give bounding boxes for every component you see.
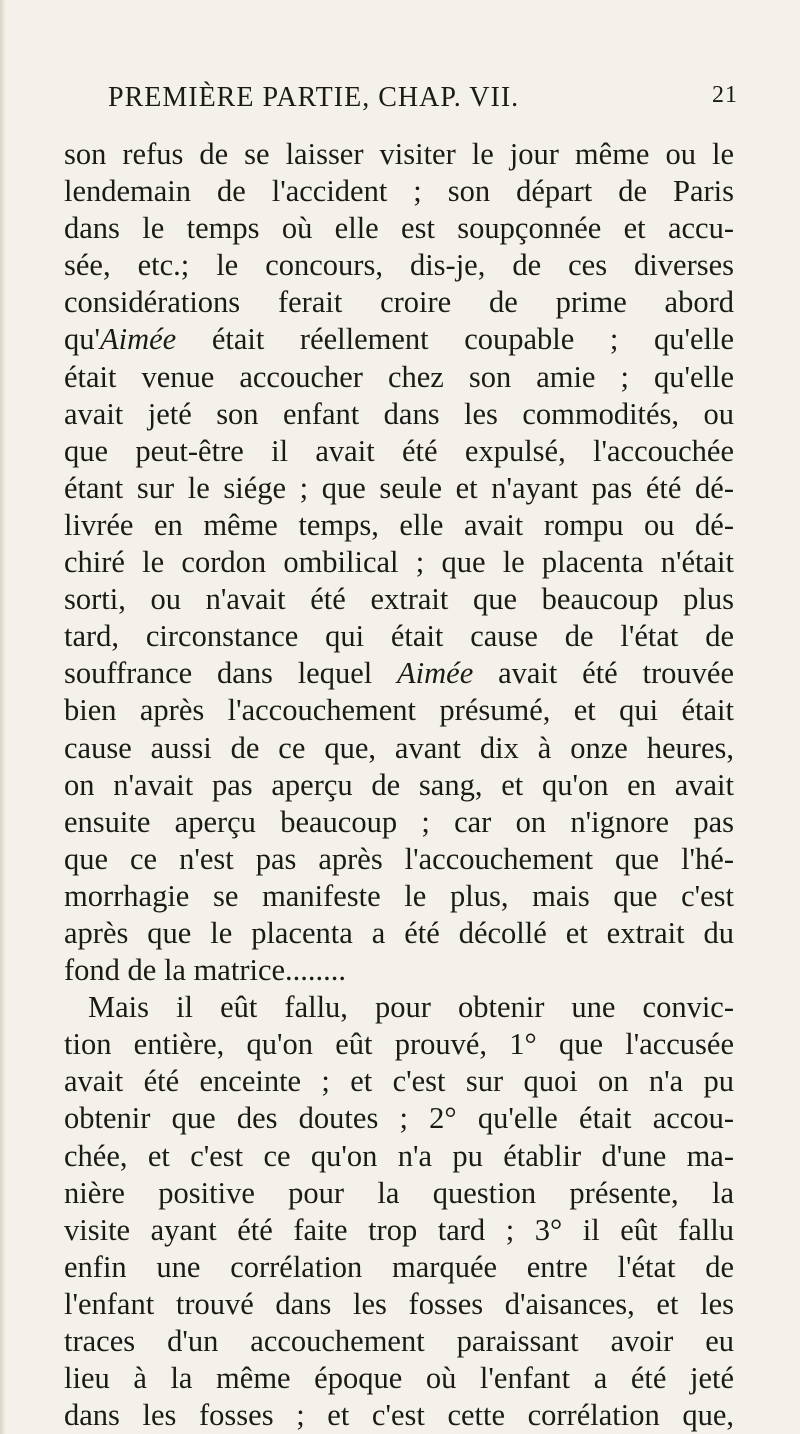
text-line: cause aussi de ce que, avant dix à onze heures, [64, 730, 734, 765]
text-line: son refus de se laisser visiter le jour même ou le [64, 137, 734, 171]
chapter-title: PREMIÈRE PARTIE, CHAP. VII. [108, 82, 520, 113]
text-line: lendemain de l'accident ; son départ de Paris [64, 174, 734, 209]
text-line: visite ayant été faite trop tard ; 3° il eût fallu [64, 1212, 734, 1247]
text-line: sorti, ou n'avait été extrait que beaucoup plus [64, 582, 734, 617]
text-line: après que le placenta a été décollé et extrait du [64, 915, 734, 950]
text-line: tard, circonstance qui était cause de l'état de [64, 619, 734, 654]
text-line: ensuite aperçu beaucoup ; car on n'ignore pas [64, 804, 734, 839]
text-line: que peut-être il avait été expulsé, l'accouchée [64, 433, 734, 468]
text-line: enfin une corrélation marquée entre l'état de [64, 1249, 734, 1284]
text-line: chiré le cordon ombilical ; que le placenta n'était [64, 545, 734, 580]
text-line: lieu à la même époque où l'enfant a été jeté [64, 1361, 734, 1396]
text-line: l'enfant trouvé dans les fosses d'aisances, et les [64, 1286, 734, 1321]
text-line: que ce n'est pas après l'accouchement que l'hé- [64, 841, 734, 876]
page-number: 21 [712, 82, 738, 108]
text-line: était venue accoucher chez son amie ; qu'elle [64, 359, 734, 394]
text-line: bien après l'accouchement présumé, et qui était [64, 693, 734, 728]
text-line: avait jeté son enfant dans les commodités, ou [64, 396, 734, 431]
text-line: nière positive pour la question présente, la [64, 1175, 734, 1210]
text-line: livrée en même temps, elle avait rompu ou dé- [64, 507, 734, 542]
running-header [108, 82, 738, 122]
text-line: dans les fosses ; et c'est cette corrélation que, [64, 1398, 734, 1433]
text-line: étant sur le siége ; que seule et n'ayant pas été dé- [64, 470, 734, 505]
text-line: obtenir que des doutes ; 2° qu'elle était accou- [64, 1101, 734, 1136]
text-line: on n'avait pas aperçu de sang, et qu'on en avait [64, 767, 734, 802]
text-line: avait été enceinte ; et c'est sur quoi on n'a pu [64, 1064, 734, 1099]
body-text [64, 136, 734, 1434]
page-edge [0, 0, 6, 1434]
text-line: dans le temps où elle est soupçonnée et accu- [64, 211, 734, 246]
text-line: chée, et c'est ce qu'on n'a pu établir d'une ma- [64, 1138, 734, 1173]
name-aimee: Aimée [397, 656, 474, 691]
text-line: traces d'un accouchement paraissant avoir eu [64, 1324, 734, 1358]
text-line: tion entière, qu'on eût prouvé, 1° que l'accusée [64, 1027, 734, 1062]
text-line: souffrance dans lequel Aimée avait été trouvée [64, 656, 734, 691]
text-line: qu'Aimée était réellement coupable ; qu'elle [64, 322, 734, 357]
paragraph-start-line: Mais il eût fallu, pour obtenir une convic- [88, 990, 734, 1025]
name-aimee: Aimée [100, 322, 177, 357]
text-line: fond de la matrice........ [64, 953, 347, 988]
text-line: sée, etc.; le concours, dis-je, de ces diverses [64, 248, 734, 283]
text-line: morrhagie se manifeste le plus, mais que c'est [64, 878, 734, 913]
text-line: considérations ferait croire de prime abord [64, 285, 734, 320]
